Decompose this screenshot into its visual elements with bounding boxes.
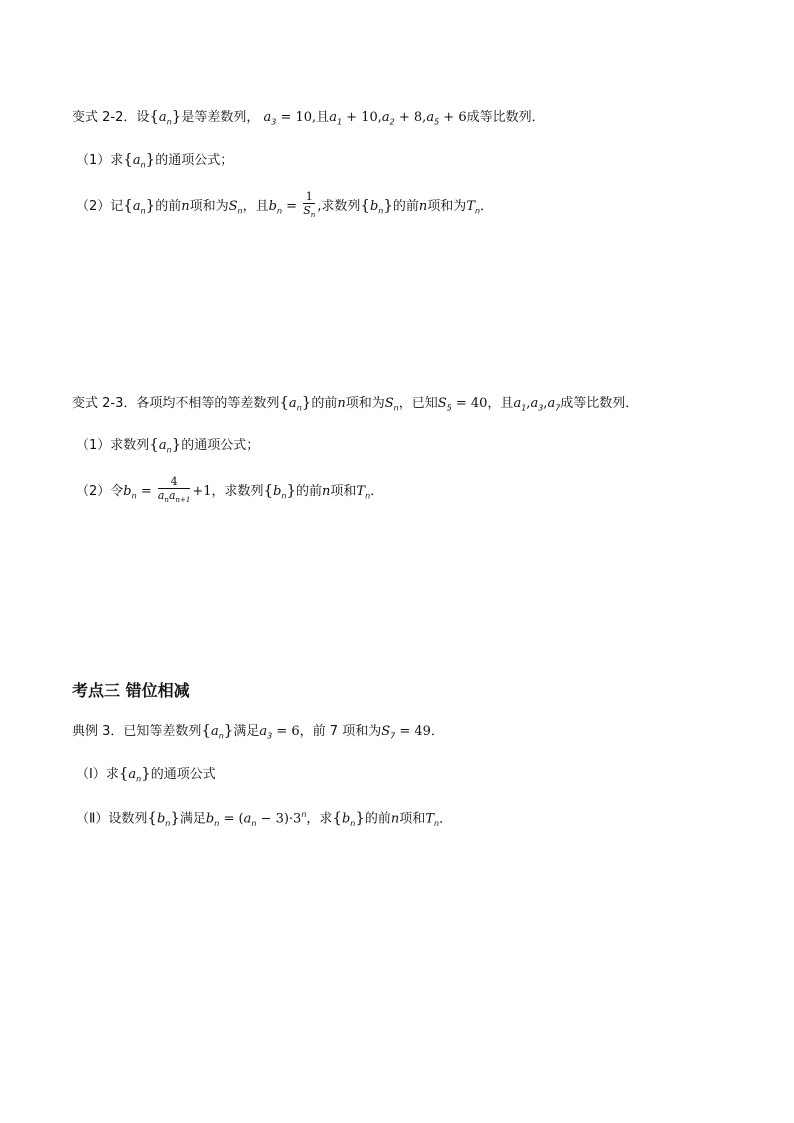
variant-2-2-question-2: （2）记$\{a_n\}$的前n项和为$S_n$，且$b_n$ = $\frac{1}{S_n}$ ,求数列$\{b_n\}$的前n项和为$T_n$． <box>76 191 493 222</box>
variant-2-2-statement: 变式 2-2．设$\{a_n\}$是等差数列， $a_3 = 10$,且$a_1 + 10,a_2 + 8,a_5 + 6$成等比数列． <box>72 107 545 127</box>
variant-2-3-question-2: （2）令$b_n$ = $\frac{4}{a_na_{n+1}}$ +1，求数列$\{b_n\}$的前n项和$T_n$． <box>76 476 383 507</box>
variant-2-3-question-1: （1）求数列$\{a_n\}$的通项公式； <box>76 435 260 455</box>
fraction-4-over-an-an1: $\frac{4}{a_na_{n+1}}$ <box>157 475 191 505</box>
example-3-label: 典例 3．已知等差数列 <box>72 724 202 739</box>
example-3-question-1: （Ⅰ）求$\{a_n\}$的通项公式 <box>76 764 216 784</box>
variant-2-2-question-1: （1）求$\{a_n\}$的通项公式； <box>76 150 234 170</box>
variant-2-3-statement: 变式 2-3．各项均不相等的等差数列$\{a_n\}$的前n项和为$S_n$，已知$S_5 = 40$，且$a_1,a_3,a_7$成等比数列． <box>72 393 639 413</box>
formula-a3-eq-10: a <box>263 110 272 125</box>
variant-2-2-label: 变式 2-2．设 <box>72 110 150 125</box>
variant-2-3-label: 变式 2-3．各项均不相等的等差数列 <box>72 396 280 411</box>
fraction-1-over-Sn: $\frac{1}{S_n}$ <box>303 190 316 220</box>
example-3-question-2: （Ⅱ）设数列$\{b_n\}$满足$b_n = (a_n - 3)\cdot 3^n$，求$\{b_n\}$的前n项和$T_n$． <box>76 808 453 828</box>
example-3-statement: 典例 3．已知等差数列$\{a_n\}$满足$a_3 = 6$，前 7 项和为$S_7 = 49$． <box>72 721 444 741</box>
section-heading: 考点三 错位相减 <box>72 681 190 700</box>
